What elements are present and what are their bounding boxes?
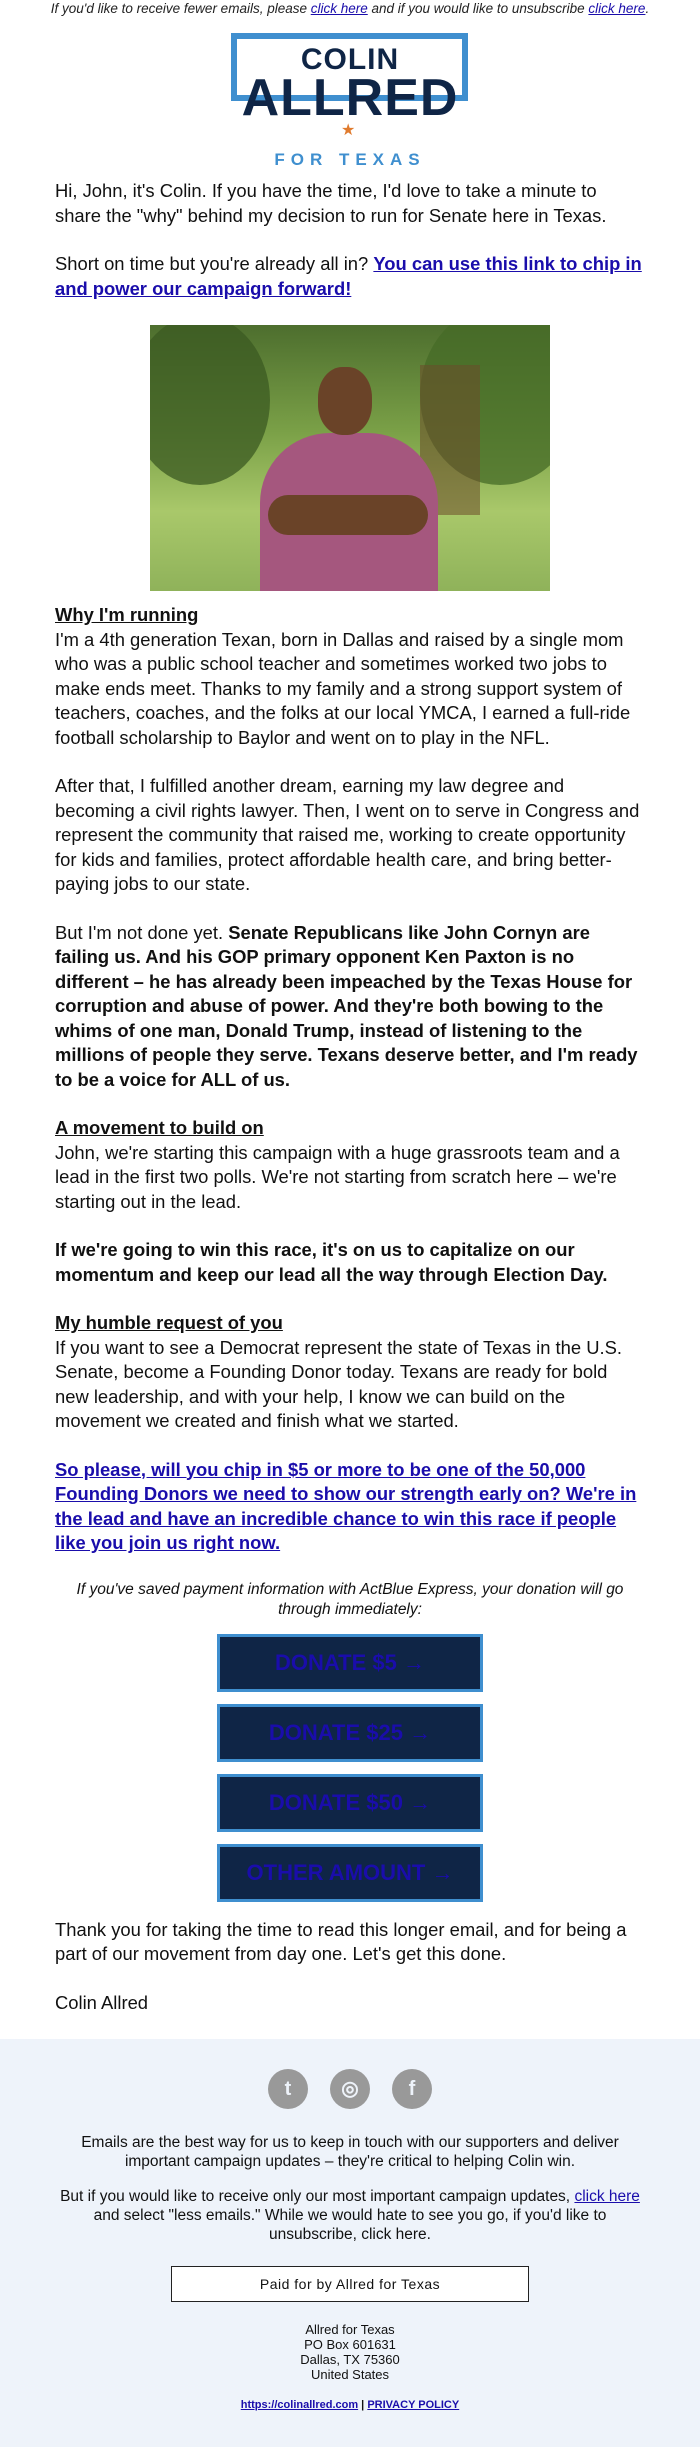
candidate-photo — [150, 325, 550, 591]
request-heading: My humble request of you — [55, 1312, 283, 1333]
movement-paragraph-1: John, we're starting this campaign with a huge grassroots team and a lead in the first two polls. We're not starting from scratch here – we're starting out in the lead. — [55, 1141, 620, 1212]
short-on-time-text: Short on time but you're already all in? — [55, 253, 374, 274]
address-line-2: PO Box 601631 — [304, 2337, 396, 2352]
founding-donor-link[interactable]: So please, will you chip in $5 or more to be one of the 50,000 Founding Donors we need to show our strength early on? We're in the lead and have an incredible chance to win this race if people like you join us right now. — [55, 1458, 637, 1553]
logo-for-texas: FOR TEXAS — [274, 150, 426, 169]
address-line-1: Allred for Texas — [305, 2322, 395, 2337]
donate-50-button[interactable]: DONATE $50 → — [217, 1774, 483, 1832]
why-p3-text: But I'm not done yet. — [55, 921, 229, 943]
why-running-heading: Why I'm running — [55, 604, 199, 625]
why-paragraph-3 — [55, 921, 645, 1093]
email-body — [0, 179, 700, 2015]
why-paragraph-1: I'm a 4th generation Texan, born in Dallas and raised by a single mom who was a public school teacher and sometimes worked two jobs to make ends meet. Thanks to my family and a strong support system of teachers, coaches, and the folks at our local YMCA, I earned a full-ride football scholarship to Baylor and went on to play in the NFL. — [55, 628, 631, 748]
movement-p2-bold: If we're going to win this race, it's on us to capitalize on our momentum and keep our lead all the way through Election Day. — [55, 1239, 608, 1285]
footer-link-separator: | — [358, 2399, 368, 2411]
address-line-3: Dallas, TX 75360 — [300, 2352, 400, 2367]
donate-5-button[interactable]: DONATE $5 → — [217, 1634, 483, 1692]
social-links — [0, 2069, 700, 2109]
unsubscribe-bar — [0, 0, 700, 19]
footer-p2-text-1: But if you would like to receive only our most important campaign updates, — [60, 2188, 575, 2205]
movement-heading: A movement to build on — [55, 1117, 264, 1138]
greeting-paragraph: Hi, John, it's Colin. If you have the time, I'd love to take a minute to share the "why" behind my decision to run for Senate here in Texas. — [55, 180, 607, 226]
campaign-logo — [0, 19, 700, 169]
footer-p2-text-2: and select "less emails." While we would hate to see you go, if you'd like to unsubscribe, click here. — [93, 2207, 607, 2243]
topbar-text-2: and if you would like to unsubscribe — [367, 1, 589, 16]
donate-other-button[interactable]: OTHER AMOUNT → — [217, 1844, 483, 1902]
logo-first-name: COLIN — [300, 43, 400, 76]
request-link-paragraph — [55, 1458, 645, 1556]
footer-paragraph-2 — [52, 2187, 648, 2244]
paid-for-disclaimer: Paid for by Allred for Texas — [171, 2266, 529, 2302]
twitter-icon[interactable]: t — [268, 2069, 308, 2109]
unsubscribe-link[interactable]: click here — [588, 1, 646, 16]
logo-last-name: ALLRED — [241, 69, 459, 127]
address-line-4: United States — [310, 2367, 390, 2382]
instagram-icon[interactable]: ◎ — [330, 2069, 370, 2109]
footer-paragraph-1: Emails are the best way for us to keep in touch with our supporters and deliver important campaign updates – they're critical to helping Colin win. — [81, 2134, 619, 2170]
donate-25-button[interactable]: DONATE $25 → — [217, 1704, 483, 1762]
chip-in-link[interactable]: You can use this link to chip in and power our campaign forward! — [55, 253, 642, 299]
request-paragraph: If you want to see a Democrat represent the state of Texas in the U.S. Senate, become a Founding Donor today. Texans are ready for bold new leadership, and with your help, I know we can build on the movement we created and finish what we started. — [55, 1336, 623, 1431]
why-p3-bold: Senate Republicans like John Cornyn are failing us. And his GOP primary opponent Ken Paxton is no different – he has already been impeached by the Texas House for corruption and abuse of power. And they're both bowing to the whims of one man, Donald Trump, instead of listening to the millions of people they serve. Texans deserve better, and I'm ready to be a voice for ALL of us. — [55, 921, 638, 1090]
less-emails-link[interactable]: click here — [574, 2188, 640, 2205]
fewer-emails-link[interactable]: click here — [310, 1, 368, 16]
thank-you-paragraph: Thank you for taking the time to read this longer email, and for being a part of our movement from day one. Let's get this done. — [55, 1918, 627, 1964]
short-on-time-paragraph — [55, 252, 645, 301]
why-paragraph-2: After that, I fulfilled another dream, earning my law degree and becoming a civil rights lawyer. Then, I went on to serve in Congress and represent the community that raised me, working to create opportunity for kids and families, protect affordable health care, and bring better-paying jobs to our state. — [55, 775, 640, 894]
signature: Colin Allred — [55, 1991, 149, 2013]
actblue-note: If you've saved payment information with ActBlue Express, your donation will go through immediately: — [76, 1580, 624, 1618]
website-link[interactable]: https://colinallred.com — [240, 2399, 359, 2411]
movement-paragraph-2 — [55, 1238, 645, 1287]
mailing-address — [0, 2322, 700, 2382]
footer-links — [0, 2396, 700, 2415]
texas-star-icon: ★ — [341, 122, 356, 139]
topbar-text-1: If you'd like to receive fewer emails, please — [50, 1, 311, 16]
topbar-text-3: . — [645, 1, 650, 16]
email-footer — [0, 2039, 700, 2447]
privacy-policy-link[interactable]: PRIVACY POLICY — [367, 2399, 460, 2411]
facebook-icon[interactable]: f — [392, 2069, 432, 2109]
